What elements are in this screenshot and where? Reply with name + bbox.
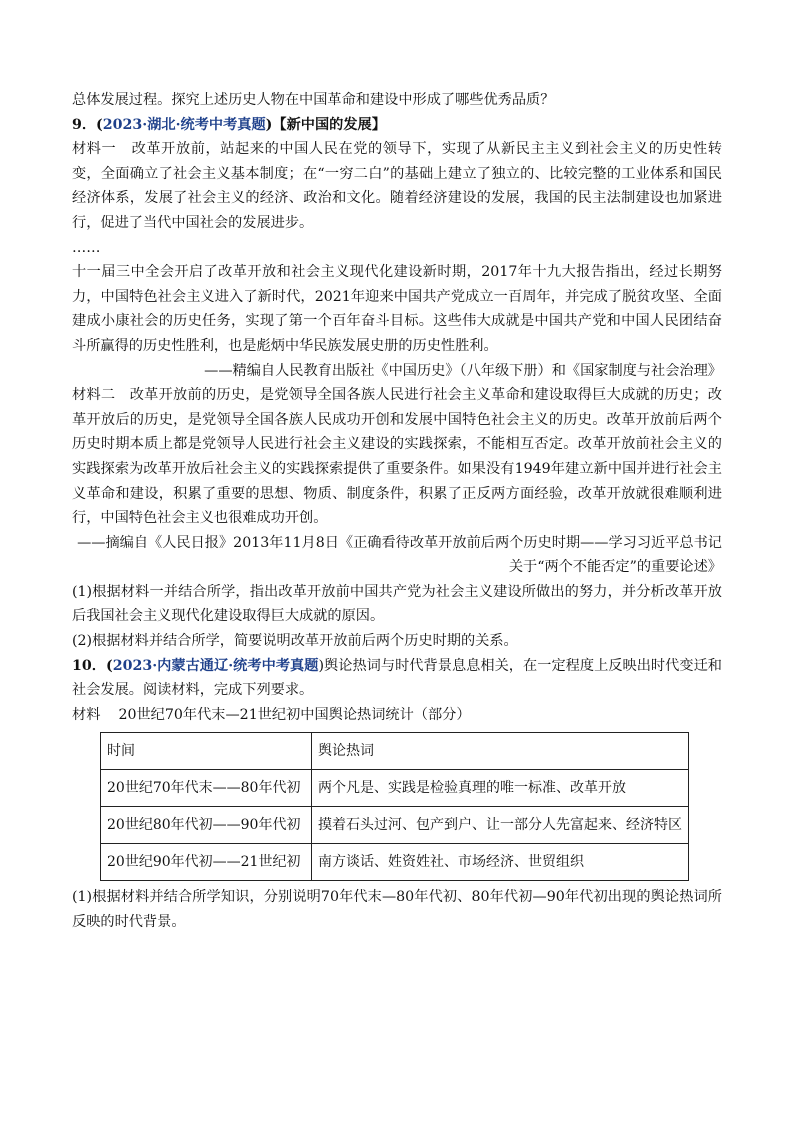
question-9-sub-1: (1)根据材料一并结合所学，指出改革开放前中国共产党为社会主义建设所做出的努力，并分析改革开放后我国社会主义现代化建设取得巨大成就的原因。 xyxy=(72,583,722,625)
hot-words-table xyxy=(100,732,689,881)
material-table-caption xyxy=(72,703,722,728)
material-2-source-line-2: 关于“两个不能否定”的重要论述》 xyxy=(508,559,722,576)
material-2-label: 材料二 xyxy=(72,387,116,404)
material-title: 20世纪70年代末—21世纪初中国舆论热词统计（部分） xyxy=(118,706,471,723)
material-2 xyxy=(72,383,722,531)
material-1-text: 改革开放前，站起来的中国人民在党的领导下，实现了从新民主主义到社会主义的历史性转变，全面确立了社会主义基本制度；在“一穷二白”的基础上建立了独立的、比较完整的工业体系和国民经济体系，发展了社会主义的经济、政治和文化。随着经济建设的发展，我国的民主法制建设也加紧进行，促进了当代中国社会的发展进步。 xyxy=(72,141,722,231)
table-cell-time: 20世纪70年代末——80年代初 xyxy=(101,770,312,807)
material-1 xyxy=(72,137,722,235)
material-2-source-line-1: ——摘编自《人民日报》2013年11月8日《正确看待改革开放前后两个历史时期——学习习近平总书记 xyxy=(77,534,722,551)
question-9-number: 9．( xyxy=(72,116,103,133)
prev-question-tail: 总体发展过程。探究上述历史人物在中国革命和建设中形成了哪些优秀品质？ xyxy=(72,92,555,108)
question-9-close: ) xyxy=(265,116,273,133)
question-9-title: 【新中国的发展】 xyxy=(272,116,386,133)
material-label: 材料 xyxy=(72,706,101,723)
material-1-label: 材料一 xyxy=(72,141,117,158)
material-2-text: 改革开放前的历史，是党领导全国各族人民进行社会主义革命和建设取得巨大成就的历史；改革开放后的历史，是党领导全国各族人民成功开创和发展中国特色社会主义的历史。改革开放前后两个历史时期本质上都是党领导人民进行社会主义建设的实践探索，不能相互否定。改革开放前社会主义的实践探索为改革开放后社会主义的实践探索提供了重要条件。如果没有1949年建立新中国并进行社会主义革命和建设，积累了重要的思想、物质、制度条件，积累了正反两方面经验，改革开放就很难顺利进行，中国特色社会主义也很难成功开创。 xyxy=(72,387,722,527)
question-10-text: )舆论热词与时代背景息息相关，在一定程度上反映出时代变迁和社会发展。阅读材料，完成下列要求。 xyxy=(72,657,722,699)
table-cell-words: 两个凡是、实践是检验真理的唯一标准、改革开放 xyxy=(312,770,689,807)
question-10-sub-1: (1)根据材料并结合所学知识，分别说明70年代末—80年代初、80年代初—90年代初出现的舆论热词所反映的时代背景。 xyxy=(72,889,722,931)
table-row xyxy=(101,844,689,881)
material-1-ellipsis: …… xyxy=(72,239,101,256)
table-cell-words: 南方谈话、姓资姓社、市场经济、世贸组织 xyxy=(312,844,689,881)
table-cell-time: 20世纪80年代初——90年代初 xyxy=(101,807,312,844)
question-9-source: 2023·湖北·统考中考真题 xyxy=(102,116,266,133)
question-10-number: 10．( xyxy=(72,657,113,674)
document-page xyxy=(72,88,722,935)
table-header-words: 舆论热词 xyxy=(312,733,689,770)
material-1-source: ——精编自人民教育出版社《中国历史》（八年级下册）和《国家制度与社会治理》 xyxy=(204,362,722,379)
question-10-source: 2023·内蒙古通辽·统考中考真题 xyxy=(112,657,319,674)
table-row xyxy=(101,807,689,844)
material-1-text-2: 十一届三中全会开启了改革开放和社会主义现代化建设新时期，2017年十九大报告指出，经过长期努力，中国特色社会主义进入了新时代，2021年迎来中国共产党成立一百周年，并完成了脱贫攻坚、全面建成小康社会的历史任务，实现了第一个百年奋斗目标。这些伟大成就是中国共产党和中国人民团结奋斗所赢得的历史性胜利，也是彪炳中华民族发展史册的历史性胜利。 xyxy=(72,264,722,354)
table-header-time: 时间 xyxy=(101,733,312,770)
question-9-sub-2: (2)根据材料并结合所学，简要说明改革开放前后两个历史时期的关系。 xyxy=(72,633,518,650)
table-row xyxy=(101,770,689,807)
table-cell-words: 摸着石头过河、包产到户、让一部分人先富起来、经济特区 xyxy=(312,807,689,844)
question-10-header xyxy=(72,654,722,703)
question-9-header xyxy=(72,113,722,138)
table-header-row xyxy=(101,733,689,770)
table-cell-time: 20世纪90年代初——21世纪初 xyxy=(101,844,312,881)
